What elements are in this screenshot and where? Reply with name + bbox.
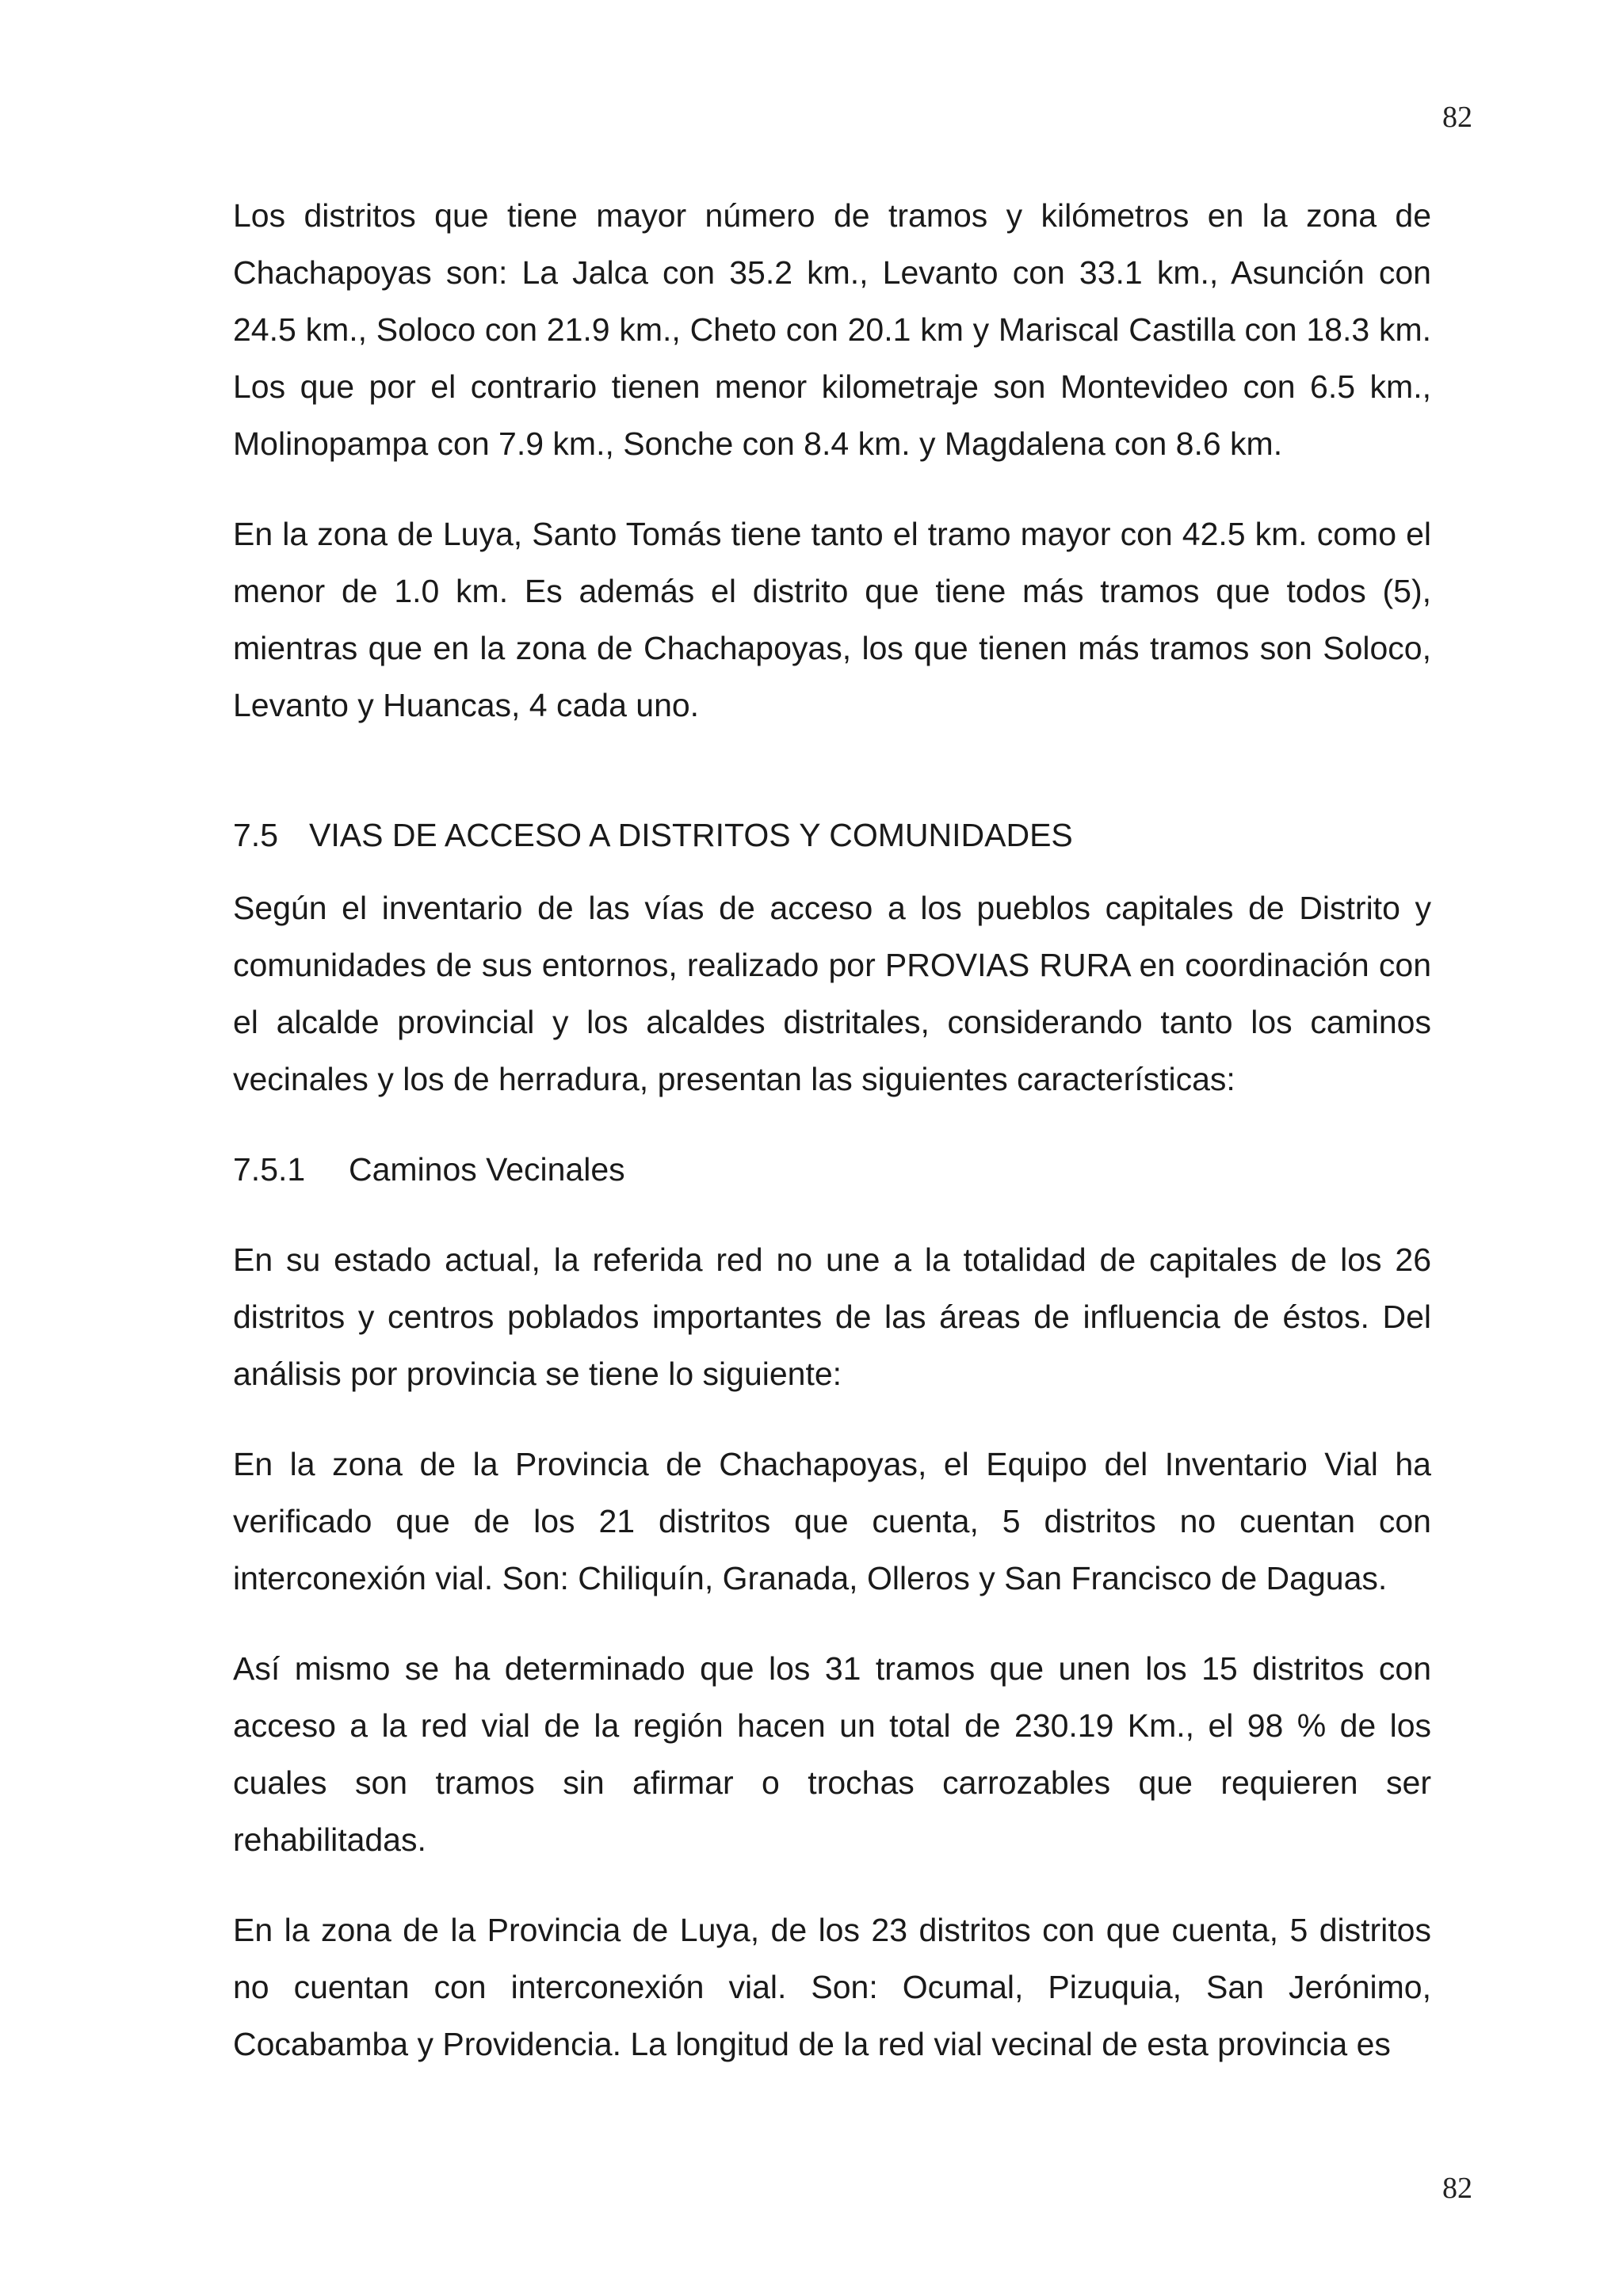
paragraph-red-estado-actual: En su estado actual, la referida red no une a la totalidad de capitales de los 26 distritos y centros poblados importantes de las áreas de influencia de éstos. Del análisis por provincia se tiene lo siguiente:	[233, 1241, 1431, 1392]
paragraph-district-km-chachapoyas: Los distritos que tiene mayor número de tramos y kilómetros en la zona de Chachapoyas son: La Jalca con 35.2 km., Levanto con 33.1 km., Asunción con 24.5 km., Soloco con 21.9 km., Cheto con 20.1 km y Mariscal Castilla con 18.3 km. Los que por el contrario tienen menor kilometraje son Montevideo con 6.5 km., Molinopampa con 7.9 km., Sonche con 8.4 km. y Magdalena con 8.6 km.	[233, 197, 1431, 462]
page-content	[233, 187, 1431, 2073]
subsection-number: 7.5.1	[233, 1151, 306, 1188]
paragraph-tramos-total-km: Así mismo se ha determinado que los 31 tramos que unen los 15 distritos con acceso a la red vial de la región hacen un total de 230.19 Km., el 98 % de los cuales son tramos sin afirmar o trochas carrozables que requieren ser rehabilitadas.	[233, 1650, 1431, 1858]
paragraph-luya-santo-tomas: En la zona de Luya, Santo Tomás tiene tanto el tramo mayor con 42.5 km. como el menor de 1.0 km. Es además el distrito que tiene más tramos que todos (5), mientras que en la zona de Chachapoyas, los que tienen más tramos son Soloco, Levanto y Huancas, 4 cada uno.	[233, 516, 1431, 723]
subsection-title: Caminos Vecinales	[349, 1151, 625, 1188]
page-number-top: 82	[1442, 101, 1472, 134]
section-title: VIAS DE ACCESO A DISTRITOS Y COMUNIDADES	[309, 817, 1073, 853]
paragraph-provincia-chachapoyas: En la zona de la Provincia de Chachapoyas, el Equipo del Inventario Vial ha verificado que de los 21 distritos que cuenta, 5 distritos no cuentan con interconexión vial. Son: Chiliquín, Granada, Olleros y San Francisco de Daguas.	[233, 1446, 1431, 1596]
section-intro-paragraph: Según el inventario de las vías de acceso a los pueblos capitales de Distrito y comunidades de sus entornos, realizado por PROVIAS RURA en coordinación con el alcalde provincial y los alcaldes distritales, considerando tanto los caminos vecinales y los de herradura, presentan las siguientes características:	[233, 890, 1431, 1097]
section-heading	[233, 807, 1431, 864]
page-number-bottom: 82	[1442, 2172, 1472, 2205]
paragraph-provincia-luya: En la zona de la Provincia de Luya, de los 23 distritos con que cuenta, 5 distritos no cuentan con interconexión vial. Son: Ocumal, Pizuquia, San Jerónimo, Cocabamba y Providencia. La longitud de la red vial vecinal de esta provincia es	[233, 1912, 1431, 2062]
subsection-heading	[233, 1141, 1431, 1198]
section-number: 7.5	[233, 817, 278, 853]
